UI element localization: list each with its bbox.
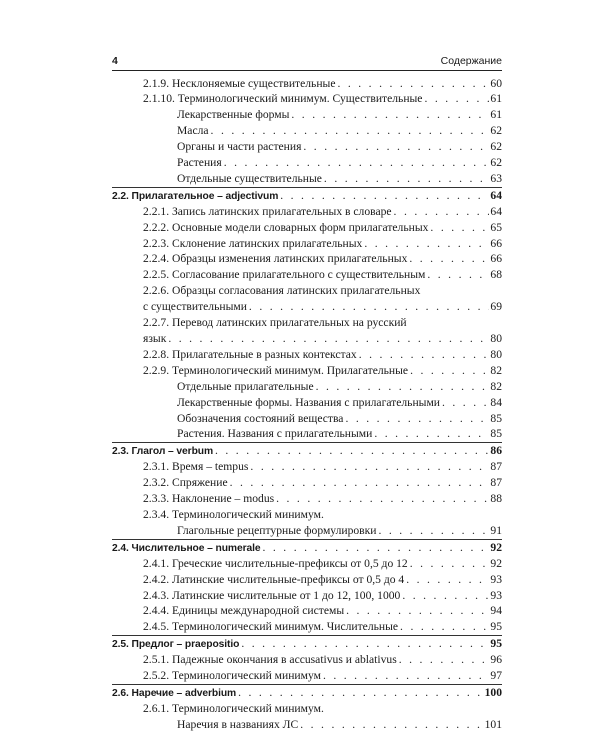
toc-entry[interactable] xyxy=(112,411,502,427)
toc-entry-title: 2.3.3. Наклонение – modus xyxy=(143,492,275,506)
dot-leader xyxy=(374,426,489,442)
toc-entry-page: 92 xyxy=(490,540,502,554)
toc-entry-page: 63 xyxy=(490,171,502,185)
dot-leader xyxy=(323,668,489,684)
dot-leader xyxy=(409,251,489,267)
dot-leader xyxy=(238,685,483,701)
toc-entry-page: 62 xyxy=(490,124,502,138)
dot-leader xyxy=(211,123,490,139)
toc-entry-title: 2.5. Предлог – praepositio xyxy=(112,639,240,651)
toc-entry-title: 2.2.1. Запись латинских прилагательных в словаре xyxy=(143,204,392,218)
toc-entry-page: 64 xyxy=(490,188,502,202)
toc-entry[interactable] xyxy=(112,475,502,491)
toc-entry[interactable] xyxy=(112,155,502,171)
table-of-contents xyxy=(112,76,502,733)
toc-entry[interactable] xyxy=(112,507,502,523)
toc-entry-page: 69 xyxy=(490,300,502,314)
dot-leader xyxy=(378,523,489,539)
dot-leader xyxy=(424,91,489,107)
toc-entry-title: Отдельные прилагательные xyxy=(177,379,314,393)
toc-entry-page: 86 xyxy=(490,444,502,458)
toc-entry-title: Лекарственные формы xyxy=(177,108,290,122)
toc-entry-title: 2.6.1. Терминологический минимум. xyxy=(143,701,324,715)
toc-entry-page: 62 xyxy=(490,140,502,154)
toc-entry-page: 87 xyxy=(490,476,502,490)
toc-entry-page: 101 xyxy=(484,717,502,731)
toc-entry-page: 62 xyxy=(490,156,502,170)
toc-entry[interactable] xyxy=(112,204,502,220)
dot-leader xyxy=(410,363,489,379)
toc-entry-title: 2.2.3. Склонение латинских прилагательных xyxy=(143,236,363,250)
dot-leader xyxy=(402,588,489,604)
toc-entry-page: 97 xyxy=(490,669,502,683)
toc-entry[interactable] xyxy=(112,267,502,283)
toc-entry-page: 68 xyxy=(490,268,502,282)
toc-entry[interactable] xyxy=(112,426,502,442)
toc-entry[interactable] xyxy=(112,123,502,139)
toc-entry[interactable] xyxy=(112,442,502,459)
toc-entry-title: 2.3.2. Спряжение xyxy=(143,476,228,490)
toc-entry[interactable] xyxy=(112,491,502,507)
toc-entry-page: 61 xyxy=(490,108,502,122)
dot-leader xyxy=(250,459,489,475)
toc-entry-title: Растения. Названия с прилагательными xyxy=(177,427,373,441)
toc-entry-page: 85 xyxy=(490,427,502,441)
dot-leader xyxy=(359,347,490,363)
toc-entry-title: 2.4.5. Терминологический минимум. Числительные xyxy=(143,620,399,634)
toc-entry-title: 2.4.3. Латинские числительные от 1 до 12, 100, 1000 xyxy=(143,588,401,602)
dot-leader xyxy=(427,267,489,283)
toc-entry-title: Органы и части растения xyxy=(177,140,302,154)
toc-entry-title: 2.2.6. Образцы согласования латинских прилагательных xyxy=(143,284,421,298)
dot-leader xyxy=(263,540,490,556)
toc-entry-page: 88 xyxy=(490,492,502,506)
toc-entry[interactable] xyxy=(112,139,502,155)
dot-leader xyxy=(345,411,489,427)
toc-entry[interactable] xyxy=(112,459,502,475)
toc-entry-title: Отдельные существительные xyxy=(177,171,322,185)
toc-entry-title: Лекарственные формы. Названия с прилагательными xyxy=(177,395,440,409)
dot-leader xyxy=(399,652,490,668)
dot-leader xyxy=(406,572,489,588)
dot-leader xyxy=(442,395,489,411)
toc-entry-page: 65 xyxy=(490,220,502,234)
toc-entry-page: 82 xyxy=(490,363,502,377)
toc-entry-page: 61 xyxy=(490,92,502,106)
toc-entry-page: 93 xyxy=(490,588,502,602)
toc-entry[interactable] xyxy=(112,668,502,684)
toc-entry[interactable] xyxy=(112,187,502,204)
dot-leader xyxy=(410,556,490,572)
toc-entry[interactable] xyxy=(112,236,502,252)
toc-entry-title: 2.2.5. Согласование прилагательного с существительным xyxy=(143,268,426,282)
toc-entry[interactable] xyxy=(112,556,502,572)
toc-entry-title: 2.3.1. Время – tempus xyxy=(143,460,249,474)
toc-entry-title: Обозначения состояний вещества xyxy=(177,411,344,425)
toc-entry[interactable] xyxy=(112,523,502,539)
dot-leader xyxy=(364,236,489,252)
page-number: 4 xyxy=(112,55,118,67)
toc-entry[interactable] xyxy=(112,619,502,635)
toc-entry[interactable] xyxy=(112,299,502,315)
toc-entry[interactable] xyxy=(112,331,502,347)
toc-entry-page: 60 xyxy=(490,76,502,90)
dot-leader xyxy=(316,379,490,395)
toc-entry[interactable] xyxy=(112,603,502,619)
toc-entry-page: 80 xyxy=(490,347,502,361)
toc-entry[interactable] xyxy=(112,283,502,299)
dot-leader xyxy=(430,220,489,236)
toc-entry[interactable] xyxy=(112,684,502,701)
page-header xyxy=(112,52,502,72)
toc-entry[interactable] xyxy=(112,572,502,588)
toc-entry-page: 80 xyxy=(490,332,502,345)
toc-entry-title: 2.1.9. Несклоняемые существительные xyxy=(143,76,336,90)
dot-leader xyxy=(230,475,490,491)
header-rule xyxy=(112,70,502,71)
toc-entry[interactable] xyxy=(112,379,502,395)
dot-leader xyxy=(346,603,489,619)
toc-entry-title: 2.2.7. Перевод латинских прилагательных на русский xyxy=(143,316,407,330)
dot-leader xyxy=(215,443,489,459)
toc-entry-page: 87 xyxy=(490,460,502,474)
toc-entry-page: 91 xyxy=(490,523,502,537)
toc-entry-title: 2.2.2. Основные модели словарных форм прилагательных xyxy=(143,220,429,234)
toc-entry-title: 2.1.10. Терминологический минимум. Существительные xyxy=(143,92,423,106)
dot-leader xyxy=(276,491,489,507)
dot-leader xyxy=(337,76,489,92)
toc-entry-title-continuation: Наречия в названиях ЛС xyxy=(177,717,299,731)
toc-entry[interactable] xyxy=(112,315,502,331)
toc-entry[interactable] xyxy=(112,76,502,92)
toc-entry[interactable] xyxy=(112,220,502,236)
toc-entry-page: 92 xyxy=(490,556,502,570)
toc-entry-page: 95 xyxy=(490,620,502,634)
toc-entry-page: 66 xyxy=(490,252,502,266)
toc-entry-title: 2.2.8. Прилагательные в разных контекстах xyxy=(143,347,357,361)
toc-entry[interactable] xyxy=(112,652,502,668)
toc-entry[interactable] xyxy=(112,539,502,556)
dot-leader xyxy=(249,299,489,315)
toc-entry-title: 2.2. Прилагательное – adjectivum xyxy=(112,190,279,202)
toc-entry-page: 82 xyxy=(490,379,502,393)
toc-entry-title: 2.4. Числительное – numerale xyxy=(112,542,261,554)
toc-entry[interactable] xyxy=(112,347,502,363)
toc-entry-title-continuation: язык xyxy=(143,332,167,345)
dot-leader xyxy=(324,171,489,187)
dot-leader xyxy=(303,139,489,155)
toc-entry-page: 100 xyxy=(484,685,502,699)
toc-entry-page: 66 xyxy=(490,236,502,250)
running-title: Содержание xyxy=(440,55,502,67)
toc-entry[interactable] xyxy=(112,91,502,107)
toc-entry-title: 2.4.4. Единицы международной системы xyxy=(143,604,345,618)
toc-entry-title: Масла xyxy=(177,124,209,138)
dot-leader xyxy=(224,155,490,171)
toc-entry[interactable] xyxy=(112,107,502,123)
toc-entry[interactable] xyxy=(112,701,502,717)
toc-entry-title-continuation: Глагольные рецептурные формулировки xyxy=(177,523,377,537)
toc-entry-page: 85 xyxy=(490,411,502,425)
toc-entry-title: Растения xyxy=(177,156,222,170)
toc-entry-page: 95 xyxy=(490,637,502,651)
toc-entry[interactable] xyxy=(112,171,502,187)
dot-leader xyxy=(394,204,490,220)
toc-entry[interactable] xyxy=(112,251,502,267)
toc-entry-page: 93 xyxy=(490,572,502,586)
toc-entry-page: 84 xyxy=(490,395,502,409)
toc-entry-title: 2.3. Глагол – verbum xyxy=(112,446,213,458)
toc-entry-title: 2.3.4. Терминологический минимум. xyxy=(143,507,324,521)
toc-entry-page: 94 xyxy=(490,604,502,618)
toc-entry[interactable] xyxy=(112,717,502,733)
toc-entry-title: 2.5.2. Терминологический минимум xyxy=(143,669,321,683)
toc-entry[interactable] xyxy=(112,588,502,604)
toc-entry-page: 64 xyxy=(490,204,502,218)
toc-entry-title: 2.5.1. Падежные окончания в accusativus и ablativus xyxy=(143,653,397,667)
dot-leader xyxy=(168,331,489,347)
toc-entry-title: 2.2.9. Терминологический минимум. Прилагательные xyxy=(143,363,409,377)
toc-entry[interactable] xyxy=(112,635,502,652)
dot-leader xyxy=(280,188,489,204)
dot-leader xyxy=(400,619,489,635)
dot-leader xyxy=(241,636,489,652)
toc-entry-title: 2.4.2. Латинские числительные-префиксы от 0,5 до 4 xyxy=(143,572,405,586)
toc-entry-title-continuation: с существительными xyxy=(143,300,247,314)
toc-entry[interactable] xyxy=(112,395,502,411)
toc-entry-title: 2.4.1. Греческие числительные-префиксы от 0,5 до 12 xyxy=(143,556,408,570)
dot-leader xyxy=(291,107,489,123)
toc-entry[interactable] xyxy=(112,363,502,379)
toc-entry-title: 2.2.4. Образцы изменения латинских прилагательных xyxy=(143,252,408,266)
toc-entry-page: 96 xyxy=(490,653,502,667)
toc-entry-title: 2.6. Наречие – adverbium xyxy=(112,687,237,699)
dot-leader xyxy=(300,717,483,733)
